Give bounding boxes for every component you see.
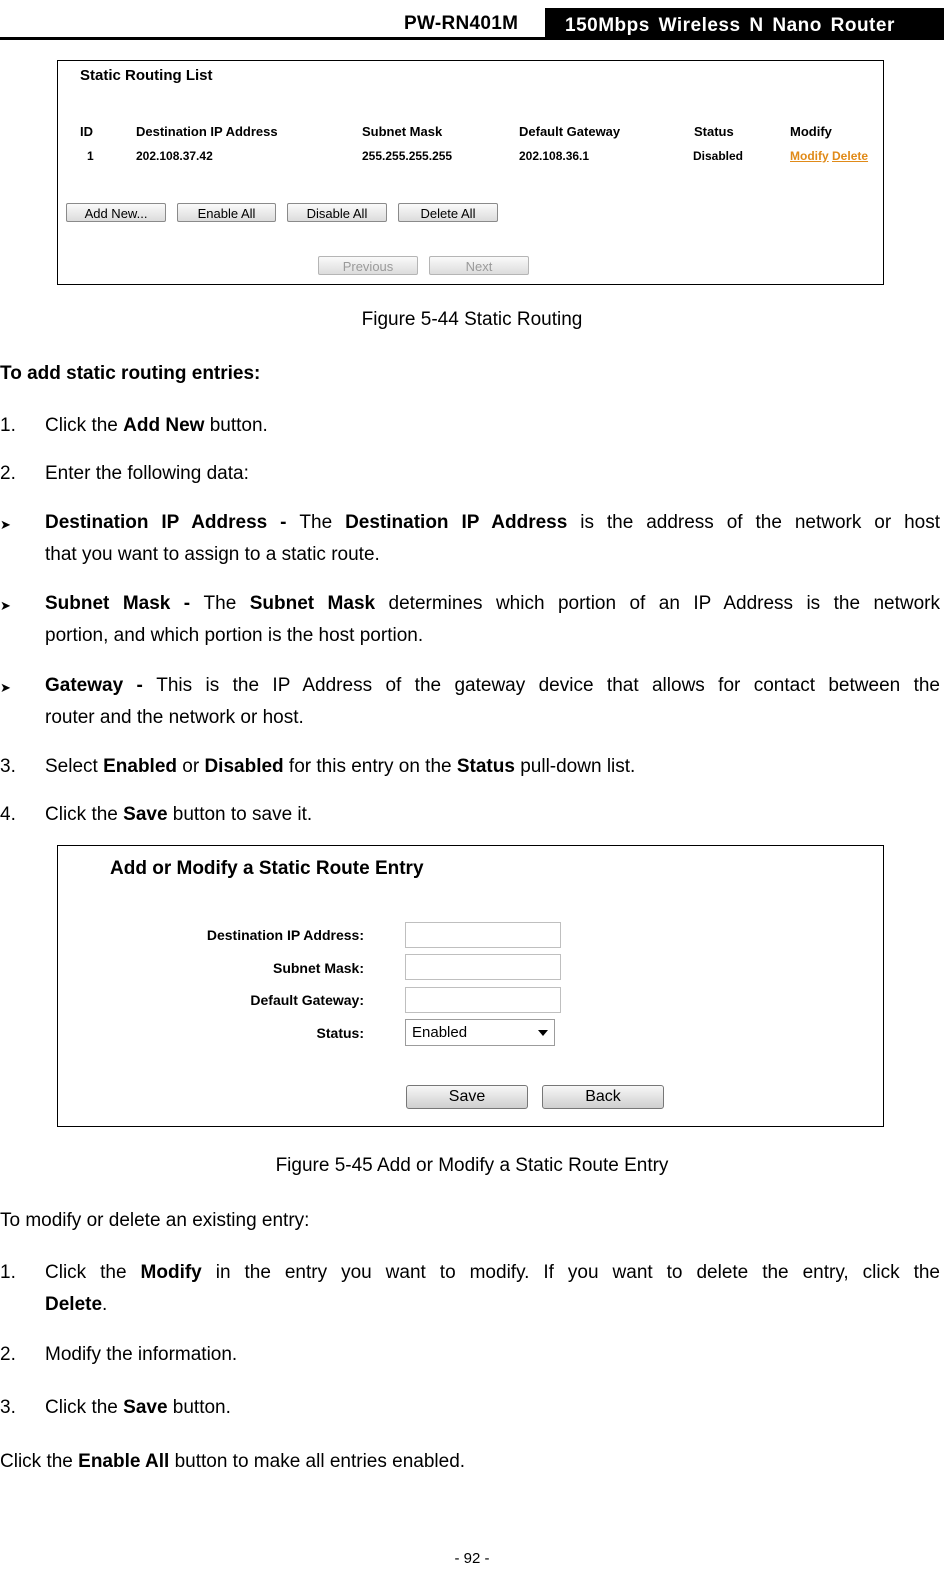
label-subnet-mask: Subnet Mask: — [272, 960, 364, 976]
delete-all-button[interactable]: Delete All — [398, 203, 498, 222]
destination-ip-input[interactable] — [405, 922, 561, 948]
arrow-bullet-icon: ➤ — [0, 517, 11, 532]
add-modify-route-figure — [57, 845, 884, 1127]
col-destination: Destination IP Address — [136, 124, 278, 139]
col-id: ID — [80, 124, 93, 139]
arrow-bullet-icon: ➤ — [0, 680, 11, 695]
figure-title: Add or Modify a Static Route Entry — [110, 858, 424, 879]
static-routing-list-figure — [57, 60, 884, 285]
bullet-gateway-cont: router and the network or host. — [45, 707, 304, 728]
step-number: 1. — [0, 415, 16, 436]
figure-title: Static Routing List — [80, 67, 213, 84]
section-heading-add: To add static routing entries: — [0, 363, 261, 384]
product-name: 150Mbps Wireless N Nano Router — [545, 8, 944, 40]
bullet-subnet-mask: Subnet Mask - The Subnet Mask determines which portion of an IP Address is the network — [45, 593, 940, 614]
page-number: - 92 - — [454, 1550, 490, 1567]
subnet-mask-input[interactable] — [405, 954, 561, 980]
cell-status: Disabled — [693, 149, 744, 163]
bullet-gateway: Gateway - This is the IP Address of the gateway device that allows for contact between the — [45, 675, 940, 696]
disable-all-button[interactable]: Disable All — [287, 203, 387, 222]
step-enter-data: Enter the following data: — [45, 463, 249, 484]
previous-button[interactable]: Previous — [318, 256, 418, 275]
step-click-save: Click the Save button. — [45, 1397, 231, 1418]
header-rule — [0, 37, 944, 40]
default-gateway-input[interactable] — [405, 987, 561, 1013]
figure-caption-1: Figure 5-44 Static Routing — [361, 309, 583, 330]
col-subnet-mask: Subnet Mask — [362, 124, 443, 139]
col-gateway: Default Gateway — [519, 124, 621, 139]
cell-gateway: 202.108.36.1 — [519, 149, 590, 163]
status-selected-value: Enabled — [412, 1024, 468, 1041]
status-select[interactable] — [405, 1019, 555, 1046]
bullet-destination-ip: Destination IP Address - The Destination IP Address is the address of the network or host — [45, 512, 940, 533]
step-number: 1. — [0, 1262, 16, 1283]
step-save: Click the Save button to save it. — [45, 804, 313, 825]
step-number: 3. — [0, 756, 16, 777]
page-header — [0, 0, 944, 40]
step-modify-info: Modify the information. — [45, 1344, 238, 1365]
step-number: 2. — [0, 463, 16, 484]
back-button[interactable]: Back — [542, 1085, 664, 1109]
enable-all-note: Click the Enable All button to make all entries enabled. — [0, 1451, 466, 1472]
section-heading-modify: To modify or delete an existing entry: — [0, 1210, 310, 1231]
label-default-gateway: Default Gateway: — [250, 992, 364, 1008]
delete-link[interactable]: Delete — [832, 149, 869, 163]
cell-subnet-mask: 255.255.255.255 — [362, 149, 453, 163]
figure-caption-2: Figure 5-45 Add or Modify a Static Route Entry — [275, 1155, 669, 1176]
chevron-down-icon — [538, 1030, 548, 1036]
save-button[interactable]: Save — [406, 1085, 528, 1109]
cell-destination: 202.108.37.42 — [136, 149, 213, 163]
label-status: Status: — [316, 1025, 364, 1041]
step-number: 2. — [0, 1344, 16, 1365]
label-destination-ip: Destination IP Address: — [206, 927, 364, 943]
bullet-subnet-mask-cont: portion, and which portion is the host portion. — [45, 625, 424, 646]
cell-modify — [790, 149, 868, 163]
col-status: Status — [694, 124, 734, 139]
step-click-modify: Click the Modify in the entry you want to modify. If you want to delete the entry, click the — [45, 1262, 940, 1283]
cell-id: 1 — [87, 149, 94, 163]
col-modify: Modify — [790, 124, 832, 139]
step-add-new: Click the Add New button. — [45, 415, 268, 436]
step-number: 4. — [0, 804, 16, 825]
model-name: PW-RN401M — [404, 13, 519, 34]
add-new-button[interactable]: Add New... — [66, 203, 166, 222]
arrow-bullet-icon: ➤ — [0, 598, 11, 613]
next-button[interactable]: Next — [429, 256, 529, 275]
step-click-modify-cont: Delete. — [45, 1294, 108, 1315]
step-select-status: Select Enabled or Disabled for this entry on the Status pull-down list. — [45, 756, 636, 777]
step-number: 3. — [0, 1397, 16, 1418]
modify-link[interactable]: Modify — [790, 149, 829, 163]
bullet-destination-ip-cont: that you want to assign to a static route. — [45, 544, 380, 565]
enable-all-button[interactable]: Enable All — [177, 203, 276, 222]
